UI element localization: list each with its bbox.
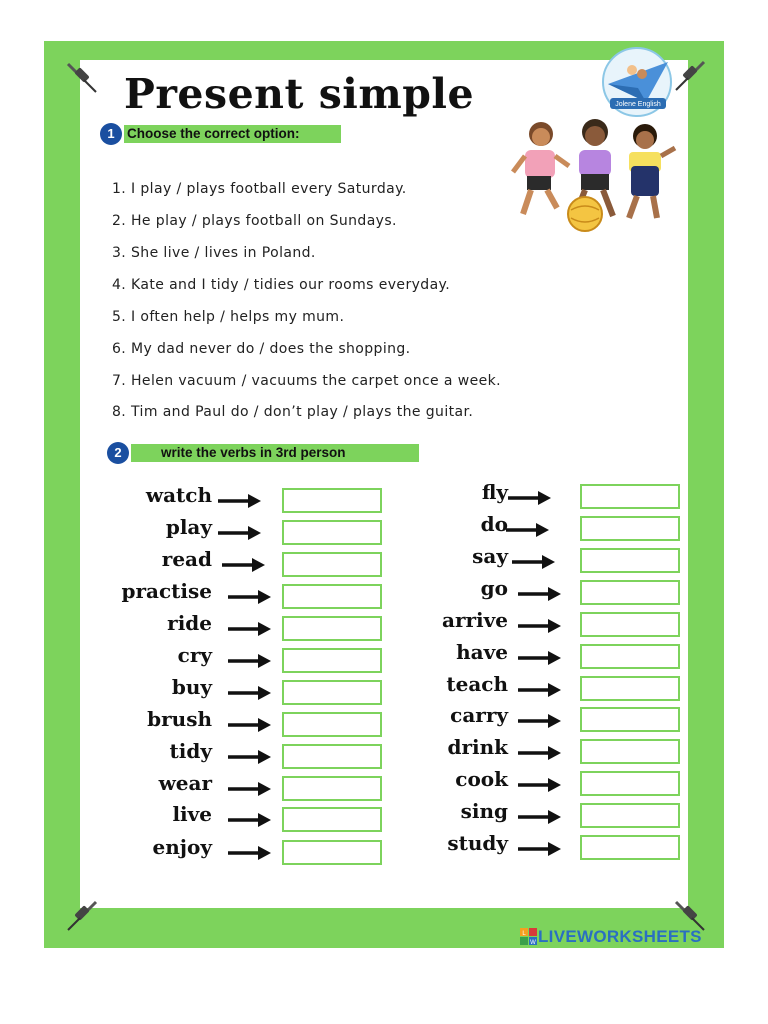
answer-input[interactable] (282, 680, 382, 705)
right-arrow-icon (516, 618, 562, 634)
page-title: Present simple (124, 70, 475, 118)
right-arrow-icon (226, 685, 272, 701)
answer-input[interactable] (282, 648, 382, 673)
answer-input[interactable] (580, 707, 680, 732)
pushpin-icon (670, 56, 710, 96)
pushpin-icon (62, 58, 102, 98)
verb-label: sing (460, 799, 508, 823)
right-arrow-icon (516, 650, 562, 666)
section-number-badge: 2 (107, 442, 129, 464)
section-heading: write the verbs in 3rd person (131, 444, 419, 462)
answer-input[interactable] (580, 771, 680, 796)
answer-input[interactable] (580, 612, 680, 637)
answer-input[interactable] (580, 835, 680, 860)
verb-label: read (161, 547, 212, 571)
question-item: 3. She live / lives in Poland. (112, 245, 316, 261)
verb-label: arrive (442, 608, 508, 632)
verb-label: say (472, 544, 508, 568)
answer-input[interactable] (580, 580, 680, 605)
answer-input[interactable] (282, 488, 382, 513)
paper-plane-logo-badge (598, 44, 676, 120)
liveworksheets-brand: LIVEWORKSHEETS (538, 927, 702, 946)
verb-label: wear (158, 771, 212, 795)
answer-input[interactable] (282, 712, 382, 737)
answer-input[interactable] (282, 840, 382, 865)
kids-playing-football-illustration (505, 118, 680, 236)
right-arrow-icon (504, 522, 550, 538)
answer-input[interactable] (282, 776, 382, 801)
verb-label: carry (450, 703, 508, 727)
verb-label: ride (167, 611, 212, 635)
answer-input[interactable] (580, 644, 680, 669)
verb-label: have (456, 640, 508, 664)
answer-input[interactable] (282, 584, 382, 609)
right-arrow-icon (516, 586, 562, 602)
right-arrow-icon (226, 781, 272, 797)
section-number-badge: 1 (100, 123, 122, 145)
right-arrow-icon (216, 493, 262, 509)
answer-input[interactable] (580, 739, 680, 764)
answer-input[interactable] (580, 484, 680, 509)
verb-label: study (447, 831, 508, 855)
verb-label: play (165, 515, 212, 539)
liveworksheets-logo-icon (520, 928, 538, 946)
verb-label: practise (121, 579, 212, 603)
answer-input[interactable] (282, 744, 382, 769)
question-item: 7. Helen vacuum / vacuums the carpet once a week. (112, 373, 501, 389)
verb-label: watch (145, 483, 212, 507)
verb-label: cry (177, 643, 212, 667)
right-arrow-icon (226, 749, 272, 765)
right-arrow-icon (510, 554, 556, 570)
question-item: 2. He play / plays football on Sundays. (112, 213, 397, 229)
logo-badge-text: Jolene English (615, 101, 661, 108)
pushpin-icon (62, 896, 102, 936)
verb-label: live (172, 802, 212, 826)
verb-label: brush (147, 707, 212, 731)
verb-label: do (480, 512, 508, 536)
question-item: 5. I often help / helps my mum. (112, 309, 345, 325)
verb-label: go (480, 576, 508, 600)
liveworksheets-logo (520, 926, 702, 948)
right-arrow-icon (516, 682, 562, 698)
right-arrow-icon (226, 812, 272, 828)
right-arrow-icon (220, 557, 266, 573)
question-item: 1. I play / plays football every Saturday. (112, 181, 407, 197)
right-arrow-icon (226, 621, 272, 637)
right-arrow-icon (506, 490, 552, 506)
verb-label: cook (455, 767, 508, 791)
right-arrow-icon (516, 809, 562, 825)
answer-input[interactable] (580, 516, 680, 541)
right-arrow-icon (516, 777, 562, 793)
verb-label: tidy (169, 739, 212, 763)
question-item: 8. Tim and Paul do / don’t play / plays the guitar. (112, 404, 474, 420)
right-arrow-icon (216, 525, 262, 541)
right-arrow-icon (516, 745, 562, 761)
answer-input[interactable] (282, 520, 382, 545)
right-arrow-icon (226, 845, 272, 861)
answer-input[interactable] (580, 676, 680, 701)
answer-input[interactable] (282, 807, 382, 832)
verb-label: teach (446, 672, 508, 696)
verb-label: buy (171, 675, 212, 699)
verb-label: fly (481, 480, 508, 504)
answer-input[interactable] (282, 616, 382, 641)
question-item: 4. Kate and I tidy / tidies our rooms everyday. (112, 277, 451, 293)
answer-input[interactable] (282, 552, 382, 577)
section-heading: Choose the correct option: (124, 125, 341, 143)
right-arrow-icon (226, 653, 272, 669)
right-arrow-icon (226, 717, 272, 733)
verb-label: enjoy (152, 835, 212, 859)
right-arrow-icon (516, 841, 562, 857)
right-arrow-icon (516, 713, 562, 729)
answer-input[interactable] (580, 548, 680, 573)
question-item: 6. My dad never do / does the shopping. (112, 341, 411, 357)
verb-label: drink (447, 735, 508, 759)
right-arrow-icon (226, 589, 272, 605)
logo-letter: W (530, 940, 536, 946)
logo-letter: L (522, 931, 526, 937)
answer-input[interactable] (580, 803, 680, 828)
